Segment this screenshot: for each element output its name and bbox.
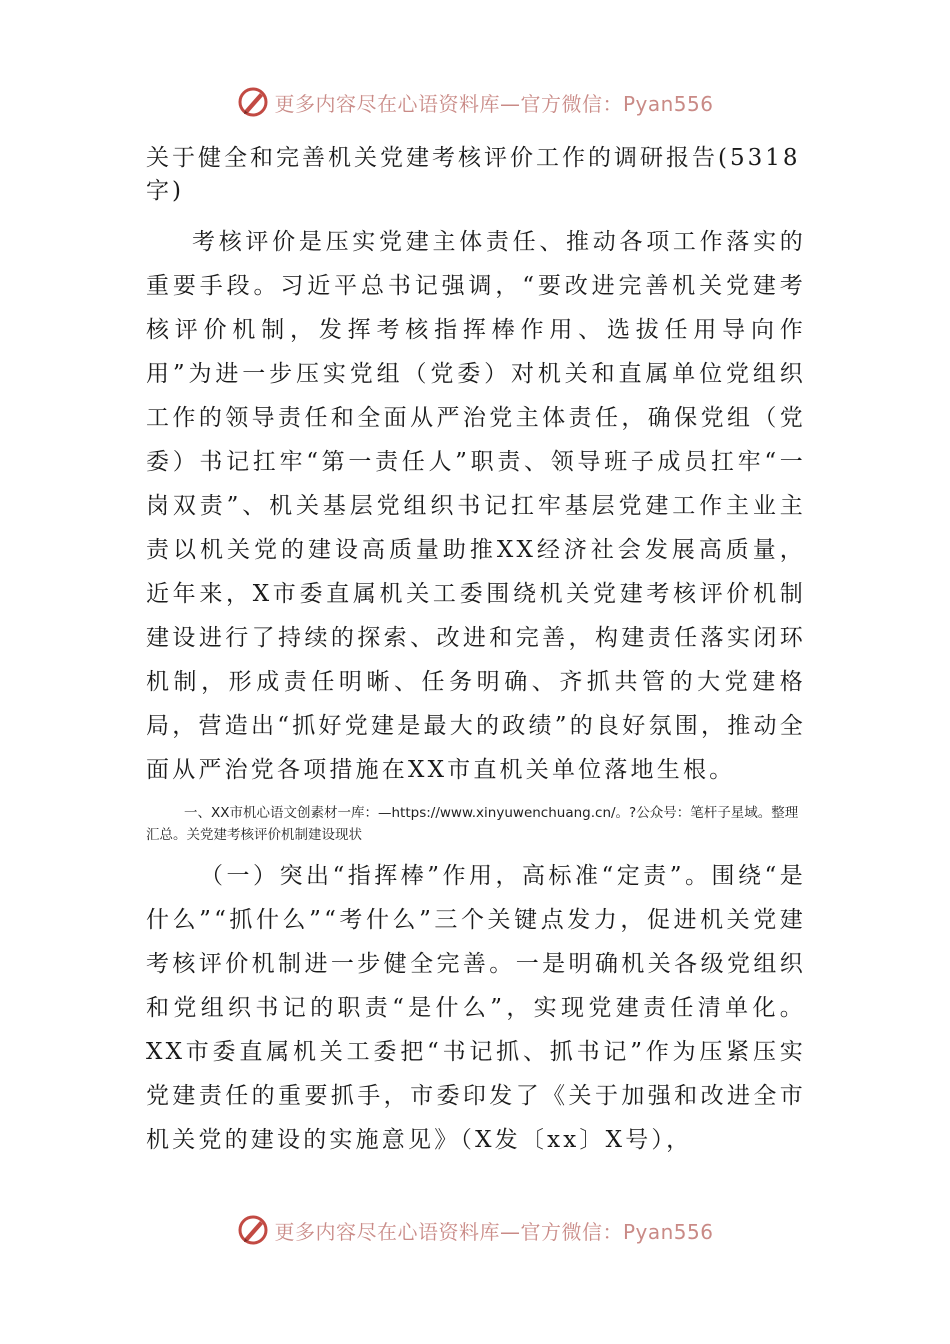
document-body: [146, 142, 806, 1162]
pen-logo-icon: [236, 1213, 270, 1247]
pen-logo-icon: [236, 85, 270, 119]
document-title: 关于健全和完善机关党建考核评价工作的调研报告(5318字): [146, 145, 801, 204]
footer-watermark-banner: [0, 1210, 950, 1250]
section-heading: 一、XX市机心语文创素材一库：—https://www.xinyuwenchuang.cn/。?公众号：笔杆子星域。整理汇总。关党建考核评价机制建设现状: [146, 805, 799, 843]
paragraph-section-1: （一）突出“指挥棒”作用，高标准“定责”。围绕“是什么”“抓什么”“考什么”三个关键点发力，促进机关党建考核评价机制进一步健全完善。一是明确机关各级党组织和党组织书记的职责“是什么”，实现党建责任清单化。XX市委直属机关工委把“书记抓、抓书记”作为压紧压实党建责任的重要抓手，市委印发了《关于加强和改进全市机关党的建设的实施意见》（X发〔xx〕X号），: [146, 863, 806, 1153]
watermark-text: 更多内容尽在心语资料库—官方微信：Pyan556: [274, 91, 714, 116]
paragraph-intro: 考核评价是压实党建主体责任、推动各项工作落实的重要手段。习近平总书记强调，“要改进完善机关党建考核评价机制，发挥考核指挥棒作用、选拔任用导向作用”为进一步压实党组（党委）对机关和直属单位党组织工作的领导责任和全面从严治党主体责任，确保党组（党委）书记扛牢“第一责任人”职责、领导班子成员扛牢“一岗双责”、机关基层党组织书记扛牢基层党建工作主业主责以机关党的建设高质量助推XX经济社会发展高质量，近年来，X市委直属机关工委围绕机关党建考核评价机制建设进行了持续的探索、改进和完善，构建责任落实闭环机制，形成责任明晰、任务明确、齐抓共管的大党建格局，营造出“抓好党建是最大的政绩”的良好氛围，推动全面从严治党各项措施在XX市直机关单位落地生根。: [146, 229, 806, 783]
watermark-text: 更多内容尽在心语资料库—官方微信：Pyan556: [274, 1219, 714, 1244]
header-watermark-banner: [0, 82, 950, 122]
